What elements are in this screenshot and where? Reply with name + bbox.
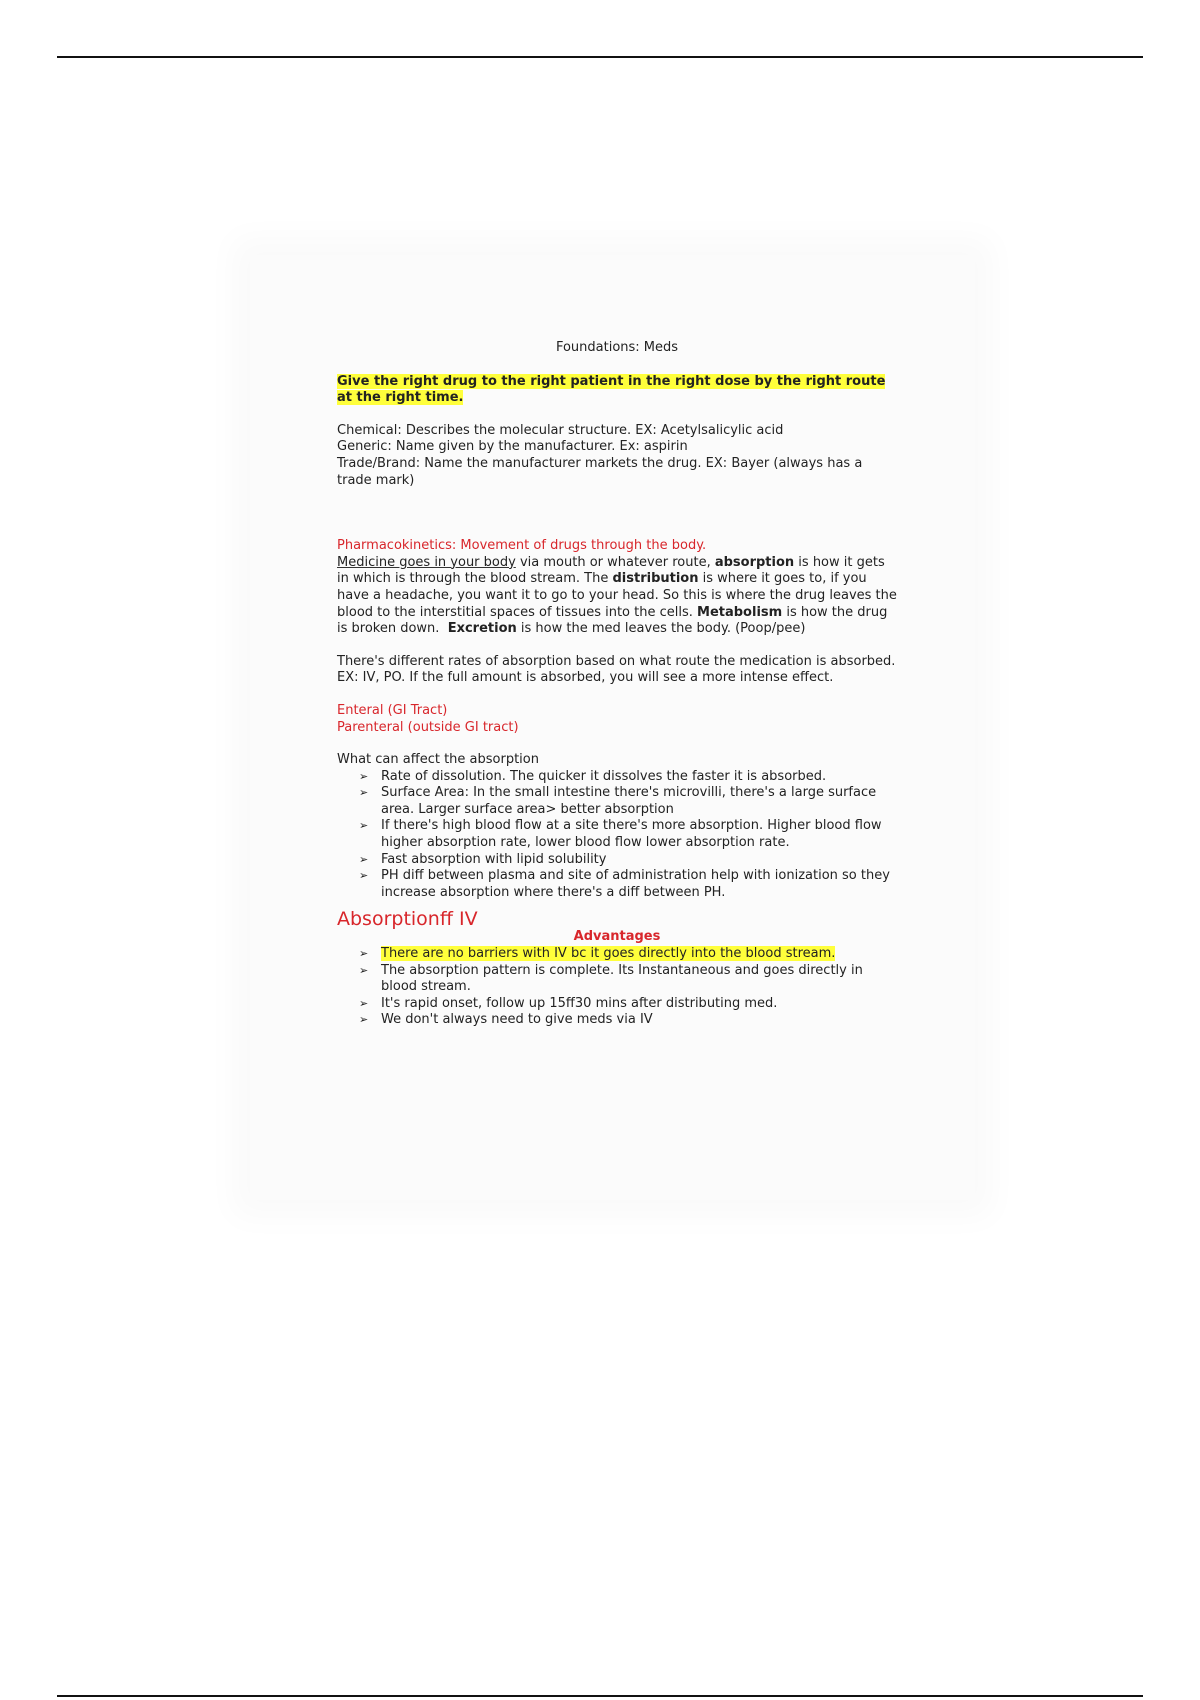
arrow-bullet-icon: ➢ xyxy=(359,947,369,961)
header-rule xyxy=(57,56,1143,58)
list-item xyxy=(359,785,897,818)
chemical-name-line: Chemical: Describes the molecular structure. EX: Acetylsalicylic acid xyxy=(337,422,784,438)
trade-name-line: Trade/Brand: Name the manufacturer markets the drug. EX: Bayer (always has a trade mark) xyxy=(337,455,863,488)
term-excretion: Excretion xyxy=(447,621,517,637)
arrow-bullet-icon: ➢ xyxy=(359,819,369,833)
generic-name-line: Generic: Name given by the manufacturer. Ex: aspirin xyxy=(337,439,688,455)
pk-text-e: is how the med leaves the body. (Poop/pee) xyxy=(516,621,806,637)
pk-text-a: via mouth or whatever route, xyxy=(515,554,715,570)
arrow-bullet-icon: ➢ xyxy=(359,996,369,1010)
absorption-iv-heading: Absorptionff IV xyxy=(337,908,478,931)
route-parenteral: Parenteral (outside GI tract) xyxy=(337,719,519,735)
list-item-text: If there's high blood flow at a site there's more absorption. Higher blood flow higher absorption rate, lower blood flow lower absorption rate. xyxy=(381,818,882,851)
list-item xyxy=(359,962,897,996)
pharmacokinetics-paragraph xyxy=(337,555,897,638)
affect-absorption-heading: What can affect the absorption xyxy=(337,752,539,768)
list-item-text: The absorption pattern is complete. Its Instantaneous and goes directly in blood stream. xyxy=(381,962,863,995)
intro-highlight: Give the right drug to the right patient in the right dose by the right route at the right time. xyxy=(337,373,886,406)
term-distribution: distribution xyxy=(612,571,699,587)
routes-block xyxy=(337,703,897,736)
document-body xyxy=(337,340,897,1029)
advantages-heading: Advantages xyxy=(573,929,661,945)
arrow-bullet-icon: ➢ xyxy=(359,963,369,977)
list-item xyxy=(359,868,897,901)
route-enteral: Enteral (GI Tract) xyxy=(337,702,448,718)
list-item-text: Rate of dissolution. The quicker it dissolves the faster it is absorbed. xyxy=(381,768,827,784)
doc-title: Foundations: Meds xyxy=(555,340,679,355)
list-item xyxy=(359,818,897,851)
pk-text-d: is how the drug is broken down. xyxy=(337,604,892,637)
list-item xyxy=(359,851,897,869)
list-item xyxy=(359,1012,897,1029)
list-item-highlight-text: There are no barriers with IV bc it goes directly into the blood stream. xyxy=(381,946,836,962)
pk-underlined-phrase: Medicine goes in your body xyxy=(337,554,516,570)
pk-text-b: is how it gets in which is through the blood stream. The xyxy=(337,554,885,587)
list-item-text: Fast absorption with lipid solubility xyxy=(381,851,607,867)
list-item xyxy=(359,768,897,786)
pk-text-c: is where it goes to, if you have a headache, you want it to go to your head. So this is where the drug leaves the blood to the interstitial spaces of tissues into the cells. xyxy=(337,571,897,620)
arrow-bullet-icon: ➢ xyxy=(359,1013,369,1027)
list-item xyxy=(359,995,897,1013)
absorption-rates-paragraph: There's different rates of absorption based on what route the medication is absorbed. EX: IV, PO. If the full amount is absorbed, you will see a more intense effect. xyxy=(337,653,896,686)
arrow-bullet-icon: ➢ xyxy=(359,786,369,800)
term-metabolism: Metabolism xyxy=(697,604,783,620)
intro-statement xyxy=(337,374,897,407)
list-item-text: Surface Area: In the small intestine there's microvilli, there's a large surface area. Larger surface area> better absorption xyxy=(381,785,877,817)
list-item-text: It's rapid onset, follow up 15ff30 mins after distributing med. xyxy=(381,995,778,1011)
list-item xyxy=(359,946,897,963)
footer-rule xyxy=(57,1695,1143,1697)
list-item-text: We don't always need to give meds via IV xyxy=(381,1012,653,1028)
arrow-bullet-icon: ➢ xyxy=(359,869,369,883)
arrow-bullet-icon: ➢ xyxy=(359,852,369,866)
pharmacokinetics-heading: Pharmacokinetics: Movement of drugs through the body. xyxy=(337,538,707,554)
iv-advantages-list xyxy=(337,946,897,1029)
drug-names-block xyxy=(337,423,897,489)
list-item-text: PH diff between plasma and site of administration help with ionization so they increase absorption where there's a diff between PH. xyxy=(381,868,890,900)
affect-absorption-list xyxy=(337,769,897,902)
arrow-bullet-icon: ➢ xyxy=(359,769,369,783)
term-absorption: absorption xyxy=(714,554,795,570)
